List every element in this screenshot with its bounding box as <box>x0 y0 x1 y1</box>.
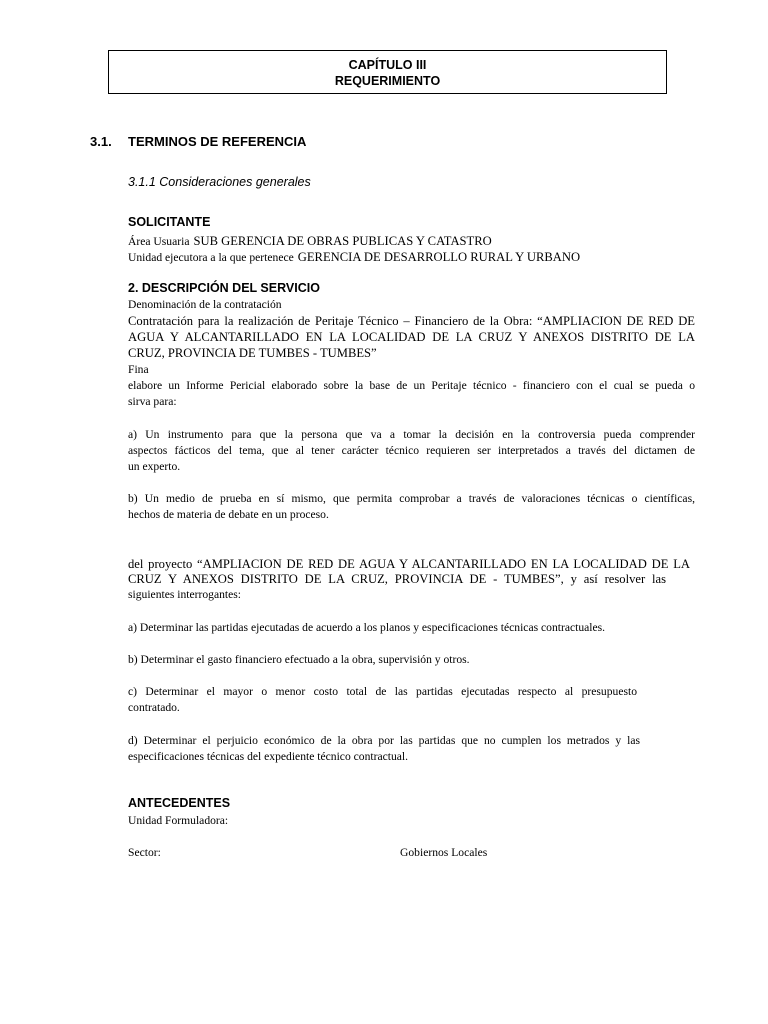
antecedentes-heading: ANTECEDENTES <box>128 796 231 810</box>
question-b: b) Determinar el gasto financiero efectuado a la obra, supervisión y otros. <box>128 653 470 666</box>
contratacion-line-1: Contratación para la realización de Peritaje Técnico – Financiero de la Obra: “AMPLIACION DE RED DE <box>128 314 695 328</box>
section-title: TERMINOS DE REFERENCIA <box>128 134 307 149</box>
solicitante-heading: SOLICITANTE <box>128 215 211 229</box>
proyecto-line-3: siguientes interrogantes: <box>128 588 242 601</box>
section-number: 3.1. <box>90 134 112 149</box>
question-d-line-1: d) Determinar el perjuicio económico de la obra por las partidas que no cumplen los metrados y las <box>128 734 640 747</box>
denominacion-label: Denominación de la contratación <box>128 298 282 311</box>
sector-value: Gobiernos Locales <box>400 846 488 859</box>
proyecto-line-1-text: del proyecto “AMPLIACION DE RED DE AGUA Y ALCANTARILLADO EN LA LOCALIDAD DE LA <box>128 557 690 571</box>
sector-label: Sector: <box>128 846 161 859</box>
question-d-line-2: especificaciones técnicas del expediente técnico contractual. <box>128 750 409 763</box>
contratacion-line-2: AGUA Y ALCANTARILLADO EN LA LOCALIDAD DE LA CRUZ Y ANEXOS DISTRITO DE LA <box>128 330 695 344</box>
chapter-label: CAPÍTULO III <box>348 58 427 72</box>
unidad-formuladora-label: Unidad Formuladora: <box>128 814 229 827</box>
item-a-line-3: un experto. <box>128 460 181 473</box>
unidad-ejecutora-label: Unidad ejecutora a la que pertenece <box>128 251 294 264</box>
fina-text: Fina <box>128 363 149 376</box>
item-b-line-2: hechos de materia de debate en un proceso. <box>128 508 329 521</box>
item-b-line-1: b) Un medio de prueba en sí mismo, que permita comprobar a través de valoraciones técnicas o científicas, <box>128 492 695 505</box>
section-subtitle: 3.1.1 Consideraciones generales <box>128 175 311 189</box>
question-c-line-2: contratado. <box>128 701 180 714</box>
unidad-ejecutora-value: GERENCIA DE DESARROLLO RURAL Y URBANO <box>297 250 581 264</box>
descripcion-heading: 2. DESCRIPCIÓN DEL SERVICIO <box>128 281 320 295</box>
contratacion-line-3: CRUZ, PROVINCIA DE TUMBES - TUMBES” <box>128 346 377 360</box>
proyecto-line-2: CRUZ Y ANEXOS DISTRITO DE LA CRUZ, PROVINCIA DE - TUMBES”, y así resolver las <box>128 572 666 586</box>
chapter-title: REQUERIMIENTO <box>334 74 441 88</box>
question-a: a) Determinar las partidas ejecutadas de acuerdo a los planos y especificaciones técnicas contractuales. <box>128 621 606 634</box>
area-usuaria-value: SUB GERENCIA DE OBRAS PUBLICAS Y CATASTRO <box>193 234 492 248</box>
elabore-line-1: elabore un Informe Pericial elaborado sobre la base de un Peritaje técnico - financiero con el cual se pueda o <box>128 379 695 392</box>
elabore-line-2: sirva para: <box>128 395 177 408</box>
area-usuaria-label: Área Usuaria <box>128 235 190 248</box>
item-a-line-2: aspectos fácticos del tema, que al tener carácter técnico requieren ser interpretados a través del dictamen de <box>128 444 695 457</box>
question-c-line-1: c) Determinar el mayor o menor costo total de las partidas ejecutadas respecto al presupuesto <box>128 685 637 698</box>
chapter-title-box <box>108 50 667 94</box>
item-a-line-1: a) Un instrumento para que la persona que va a tomar la decisión en la controversia pueda comprender <box>128 428 695 441</box>
unidad-ejecutora-row <box>128 248 580 266</box>
